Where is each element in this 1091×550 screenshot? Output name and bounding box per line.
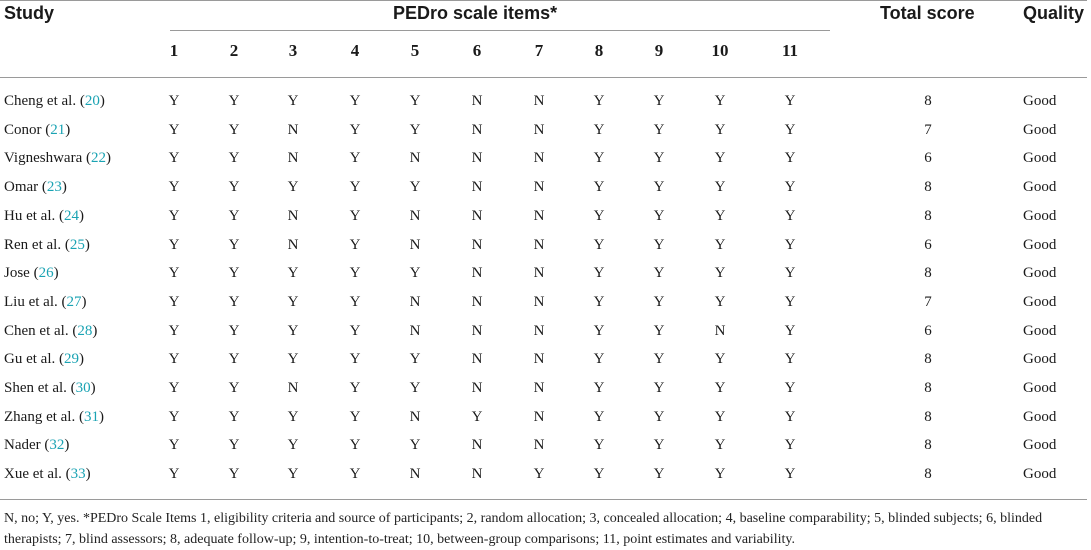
item-6-cell: N bbox=[471, 121, 483, 138]
item-7-cell: N bbox=[533, 380, 545, 396]
study-name: Hu et al. ( bbox=[4, 207, 64, 224]
item-10-cell: N bbox=[714, 322, 726, 339]
reference-link[interactable]: 28 bbox=[77, 322, 93, 339]
study-name: Vigneshwara ( bbox=[4, 150, 91, 167]
item-8-cell: Y bbox=[593, 322, 605, 339]
item-3-cell: Y bbox=[287, 322, 299, 339]
item-8-cell: Y bbox=[593, 179, 605, 196]
item-6-cell: N bbox=[471, 437, 483, 454]
study-name: Cheng et al. ( bbox=[4, 93, 85, 109]
item-9-cell: Y bbox=[653, 150, 665, 167]
item-8-cell: Y bbox=[593, 93, 605, 109]
quality-cell: Good bbox=[1023, 207, 1057, 224]
item-11-cell: Y bbox=[784, 236, 796, 253]
study-name: Liu et al. ( bbox=[4, 293, 67, 310]
study-cell bbox=[4, 122, 70, 139]
quality-cell: Good bbox=[1023, 380, 1057, 396]
item-9-cell: Y bbox=[653, 408, 665, 425]
item-11-cell: Y bbox=[784, 293, 796, 310]
study-close-paren: ) bbox=[53, 265, 59, 282]
quality-cell: Good bbox=[1023, 265, 1057, 282]
table-row bbox=[0, 144, 1091, 173]
item-9-cell: Y bbox=[653, 322, 665, 339]
item-5-cell: Y bbox=[409, 265, 421, 282]
study-close-paren: ) bbox=[64, 437, 70, 454]
reference-link[interactable]: 20 bbox=[84, 93, 100, 109]
total-score-cell: 6 bbox=[924, 236, 932, 253]
reference-link[interactable]: 26 bbox=[38, 265, 54, 282]
study-cell bbox=[4, 294, 86, 311]
item-3-cell: N bbox=[287, 150, 299, 167]
item-1-cell: Y bbox=[168, 179, 180, 196]
item-2-cell: Y bbox=[228, 179, 240, 196]
item-3-cell: Y bbox=[287, 93, 299, 109]
item-11-cell: Y bbox=[784, 121, 796, 138]
item-6-cell: N bbox=[471, 179, 483, 196]
item-8-cell: Y bbox=[593, 121, 605, 138]
reference-link[interactable]: 25 bbox=[69, 236, 85, 253]
item-10-cell: Y bbox=[714, 380, 726, 396]
item-2-cell: Y bbox=[228, 93, 240, 109]
item-7-cell: N bbox=[533, 207, 545, 224]
item-2-cell: Y bbox=[228, 380, 240, 396]
item-6-cell: N bbox=[471, 351, 483, 368]
item-4-cell: Y bbox=[349, 408, 361, 425]
item-5-cell: N bbox=[409, 466, 421, 483]
item-4-cell: Y bbox=[349, 351, 361, 368]
item-header-4: 4 bbox=[350, 41, 360, 60]
quality-cell: Good bbox=[1023, 150, 1057, 167]
item-4-cell: Y bbox=[349, 293, 361, 310]
item-3-cell: Y bbox=[287, 265, 299, 282]
quality-cell: Good bbox=[1023, 322, 1057, 339]
item-4-cell: Y bbox=[349, 265, 361, 282]
item-2-cell: Y bbox=[228, 322, 240, 339]
study-cell bbox=[4, 466, 91, 483]
item-7-cell: N bbox=[533, 293, 545, 310]
study-close-paren: ) bbox=[92, 322, 98, 339]
item-2-cell: Y bbox=[228, 207, 240, 224]
study-name: Jose ( bbox=[4, 265, 39, 282]
table-row bbox=[0, 173, 1091, 202]
item-4-cell: Y bbox=[349, 380, 361, 396]
item-11-cell: Y bbox=[784, 408, 796, 425]
total-score-cell: 7 bbox=[924, 121, 932, 138]
quality-cell: Good bbox=[1023, 293, 1057, 310]
total-score-cell: 8 bbox=[924, 466, 932, 483]
table-row bbox=[0, 431, 1091, 460]
item-9-cell: Y bbox=[653, 437, 665, 454]
item-11-cell: Y bbox=[784, 380, 796, 396]
item-9-cell: Y bbox=[653, 265, 665, 282]
reference-link[interactable]: 23 bbox=[46, 179, 62, 196]
table-footnote: N, no; Y, yes. *PEDro Scale Items 1, eligibility criteria and source of participants; 2, random allocation; 3, concealed allocation; 4, baseline comparability; 5, blinded subjects; 6, blinded therapists; 7, blind assessors; 8, adequate follow-up; 9, intention-to-treat; 10, between-group comparisons; 11, point estimates and variability. bbox=[4, 511, 1043, 547]
study-cell bbox=[4, 351, 84, 368]
study-cell bbox=[4, 409, 104, 426]
item-10-cell: Y bbox=[714, 93, 726, 109]
item-8-cell: Y bbox=[593, 380, 605, 396]
study-close-paren: ) bbox=[61, 179, 67, 196]
table-row bbox=[0, 259, 1091, 288]
item-4-cell: Y bbox=[349, 179, 361, 196]
item-4-cell: Y bbox=[349, 466, 361, 483]
reference-link[interactable]: 30 bbox=[75, 380, 91, 396]
study-close-paren: ) bbox=[98, 408, 104, 425]
item-10-cell: Y bbox=[714, 207, 726, 224]
item-1-cell: Y bbox=[168, 380, 180, 396]
study-cell bbox=[4, 437, 69, 454]
item-10-cell: Y bbox=[714, 179, 726, 196]
study-name: Omar ( bbox=[4, 179, 47, 196]
total-score-cell: 8 bbox=[924, 93, 932, 109]
header-quality: Quality bbox=[1023, 3, 1085, 23]
item-5-cell: Y bbox=[409, 380, 421, 396]
total-score-cell: 8 bbox=[924, 437, 932, 454]
item-9-cell: Y bbox=[653, 466, 665, 483]
study-cell bbox=[4, 93, 105, 110]
item-8-cell: Y bbox=[593, 408, 605, 425]
item-5-cell: N bbox=[409, 322, 421, 339]
item-5-cell: N bbox=[409, 236, 421, 253]
item-header-1: 1 bbox=[169, 41, 179, 60]
item-3-cell: Y bbox=[287, 179, 299, 196]
item-6-cell: N bbox=[471, 380, 483, 396]
item-9-cell: Y bbox=[653, 121, 665, 138]
item-6-cell: N bbox=[471, 293, 483, 310]
total-score-cell: 8 bbox=[924, 265, 932, 282]
total-score-cell: 8 bbox=[924, 179, 932, 196]
study-close-paren: ) bbox=[65, 121, 71, 138]
study-cell bbox=[4, 208, 84, 225]
item-3-cell: Y bbox=[287, 437, 299, 454]
study-close-paren: ) bbox=[81, 293, 87, 310]
item-1-cell: Y bbox=[168, 236, 180, 253]
quality-cell: Good bbox=[1023, 437, 1057, 454]
item-6-cell: N bbox=[471, 207, 483, 224]
item-4-cell: Y bbox=[349, 150, 361, 167]
item-7-cell: N bbox=[533, 265, 545, 282]
item-2-cell: Y bbox=[228, 437, 240, 454]
study-close-paren: ) bbox=[78, 351, 84, 368]
item-3-cell: N bbox=[287, 207, 299, 224]
item-8-cell: Y bbox=[593, 207, 605, 224]
study-name: Ren et al. ( bbox=[4, 236, 70, 253]
item-header-2: 2 bbox=[229, 41, 239, 60]
pedro-subheader-rule bbox=[170, 30, 830, 31]
item-3-cell: N bbox=[287, 380, 299, 396]
item-4-cell: Y bbox=[349, 236, 361, 253]
table-row bbox=[0, 288, 1091, 317]
item-1-cell: Y bbox=[168, 121, 180, 138]
item-5-cell: Y bbox=[409, 93, 421, 109]
item-header-8: 8 bbox=[594, 41, 604, 60]
item-6-cell: Y bbox=[471, 408, 483, 425]
table-row bbox=[0, 317, 1091, 346]
table-row bbox=[0, 374, 1091, 403]
reference-link[interactable]: 31 bbox=[83, 408, 99, 425]
study-cell bbox=[4, 150, 111, 167]
item-2-cell: Y bbox=[228, 293, 240, 310]
item-5-cell: N bbox=[409, 293, 421, 310]
study-close-paren: ) bbox=[90, 380, 96, 396]
item-header-7: 7 bbox=[534, 41, 544, 60]
item-3-cell: Y bbox=[287, 351, 299, 368]
quality-cell: Good bbox=[1023, 121, 1057, 138]
quality-cell: Good bbox=[1023, 466, 1057, 483]
table-row bbox=[0, 403, 1091, 432]
reference-link[interactable]: 29 bbox=[63, 351, 79, 368]
item-7-cell: N bbox=[533, 351, 545, 368]
item-8-cell: Y bbox=[593, 466, 605, 483]
item-10-cell: Y bbox=[714, 351, 726, 368]
item-10-cell: Y bbox=[714, 408, 726, 425]
item-5-cell: Y bbox=[409, 179, 421, 196]
item-7-cell: N bbox=[533, 121, 545, 138]
total-score-cell: 6 bbox=[924, 150, 932, 167]
study-cell bbox=[4, 265, 59, 282]
item-6-cell: N bbox=[471, 322, 483, 339]
item-8-cell: Y bbox=[593, 293, 605, 310]
item-9-cell: Y bbox=[653, 351, 665, 368]
item-3-cell: N bbox=[287, 236, 299, 253]
item-2-cell: Y bbox=[228, 408, 240, 425]
item-7-cell: N bbox=[533, 236, 545, 253]
item-1-cell: Y bbox=[168, 207, 180, 224]
reference-link[interactable]: 22 bbox=[90, 150, 106, 167]
study-cell bbox=[4, 179, 67, 196]
reference-link[interactable]: 32 bbox=[49, 437, 65, 454]
table-row bbox=[0, 460, 1091, 489]
item-1-cell: Y bbox=[168, 150, 180, 167]
item-8-cell: Y bbox=[593, 150, 605, 167]
total-score-cell: 8 bbox=[924, 207, 932, 224]
total-score-cell: 6 bbox=[924, 322, 932, 339]
item-8-cell: Y bbox=[593, 236, 605, 253]
item-5-cell: N bbox=[409, 408, 421, 425]
item-2-cell: Y bbox=[228, 121, 240, 138]
item-4-cell: Y bbox=[349, 437, 361, 454]
table-row bbox=[0, 202, 1091, 231]
item-10-cell: Y bbox=[714, 265, 726, 282]
item-6-cell: N bbox=[471, 93, 483, 109]
item-3-cell: Y bbox=[287, 466, 299, 483]
table-row bbox=[0, 87, 1091, 116]
item-9-cell: Y bbox=[653, 93, 665, 109]
item-1-cell: Y bbox=[168, 351, 180, 368]
reference-link[interactable]: 27 bbox=[66, 293, 82, 310]
total-score-cell: 7 bbox=[924, 293, 932, 310]
item-1-cell: Y bbox=[168, 293, 180, 310]
item-8-cell: Y bbox=[593, 265, 605, 282]
study-name: Shen et al. ( bbox=[4, 380, 76, 396]
study-close-paren: ) bbox=[105, 150, 111, 167]
header-total-score: Total score bbox=[880, 3, 975, 23]
item-9-cell: Y bbox=[653, 293, 665, 310]
item-9-cell: Y bbox=[653, 207, 665, 224]
item-6-cell: N bbox=[471, 265, 483, 282]
table-top-rule bbox=[0, 0, 1087, 1]
item-10-cell: Y bbox=[714, 293, 726, 310]
item-5-cell: Y bbox=[409, 351, 421, 368]
item-1-cell: Y bbox=[168, 265, 180, 282]
item-11-cell: Y bbox=[784, 437, 796, 454]
item-11-cell: Y bbox=[784, 466, 796, 483]
item-8-cell: Y bbox=[593, 437, 605, 454]
study-name: Conor ( bbox=[4, 121, 51, 138]
item-1-cell: Y bbox=[168, 93, 180, 109]
item-5-cell: Y bbox=[409, 121, 421, 138]
item-4-cell: Y bbox=[349, 93, 361, 109]
table-bottom-rule bbox=[0, 499, 1087, 500]
item-7-cell: N bbox=[533, 179, 545, 196]
item-2-cell: Y bbox=[228, 150, 240, 167]
study-cell bbox=[4, 237, 90, 254]
item-3-cell: N bbox=[287, 121, 299, 138]
quality-cell: Good bbox=[1023, 179, 1057, 196]
item-11-cell: Y bbox=[784, 351, 796, 368]
item-1-cell: Y bbox=[168, 437, 180, 454]
total-score-cell: 8 bbox=[924, 408, 932, 425]
item-header-6: 6 bbox=[472, 41, 482, 60]
header-bottom-rule bbox=[0, 77, 1087, 78]
table-row bbox=[0, 231, 1091, 260]
item-11-cell: Y bbox=[784, 322, 796, 339]
item-10-cell: Y bbox=[714, 236, 726, 253]
item-6-cell: N bbox=[471, 236, 483, 253]
table-row bbox=[0, 116, 1091, 145]
item-9-cell: Y bbox=[653, 179, 665, 196]
total-score-cell: 8 bbox=[924, 351, 932, 368]
study-close-paren: ) bbox=[84, 236, 90, 253]
table-row bbox=[0, 345, 1091, 374]
reference-link[interactable]: 24 bbox=[63, 207, 79, 224]
study-name: Xue et al. ( bbox=[4, 466, 71, 483]
item-4-cell: Y bbox=[349, 121, 361, 138]
item-1-cell: Y bbox=[168, 466, 180, 483]
item-2-cell: Y bbox=[228, 265, 240, 282]
item-8-cell: Y bbox=[593, 351, 605, 368]
quality-cell: Good bbox=[1023, 351, 1057, 368]
item-11-cell: Y bbox=[784, 179, 796, 196]
item-10-cell: Y bbox=[714, 466, 726, 483]
item-10-cell: Y bbox=[714, 437, 726, 454]
item-6-cell: N bbox=[471, 150, 483, 167]
study-close-paren: ) bbox=[78, 207, 84, 224]
total-score-cell: 8 bbox=[924, 380, 932, 396]
item-9-cell: Y bbox=[653, 380, 665, 396]
study-close-paren: ) bbox=[99, 93, 105, 109]
item-5-cell: N bbox=[409, 150, 421, 167]
study-name: Gu et al. ( bbox=[4, 351, 64, 368]
reference-link[interactable]: 33 bbox=[70, 466, 86, 483]
quality-cell: Good bbox=[1023, 236, 1057, 253]
quality-cell: Good bbox=[1023, 408, 1057, 425]
item-5-cell: N bbox=[409, 207, 421, 224]
item-7-cell: N bbox=[533, 322, 545, 339]
header-study: Study bbox=[4, 3, 55, 23]
item-1-cell: Y bbox=[168, 408, 180, 425]
item-2-cell: Y bbox=[228, 351, 240, 368]
item-2-cell: Y bbox=[228, 466, 240, 483]
item-10-cell: Y bbox=[714, 121, 726, 138]
study-name: Zhang et al. ( bbox=[4, 408, 84, 425]
item-11-cell: Y bbox=[784, 207, 796, 224]
item-header-11: 11 bbox=[781, 41, 799, 60]
item-6-cell: N bbox=[471, 466, 483, 483]
study-name: Nader ( bbox=[4, 437, 50, 454]
item-header-5: 5 bbox=[410, 41, 420, 60]
item-7-cell: Y bbox=[533, 466, 545, 483]
study-close-paren: ) bbox=[85, 466, 91, 483]
item-4-cell: Y bbox=[349, 322, 361, 339]
study-cell bbox=[4, 380, 96, 397]
item-7-cell: N bbox=[533, 150, 545, 167]
item-7-cell: N bbox=[533, 437, 545, 454]
item-7-cell: N bbox=[533, 93, 545, 109]
item-3-cell: Y bbox=[287, 293, 299, 310]
item-2-cell: Y bbox=[228, 236, 240, 253]
item-11-cell: Y bbox=[784, 93, 796, 109]
study-name: Chen et al. ( bbox=[4, 322, 78, 339]
item-4-cell: Y bbox=[349, 207, 361, 224]
item-header-10: 10 bbox=[711, 41, 729, 60]
header-pedro-scale-items: PEDro scale items* bbox=[393, 3, 558, 23]
item-11-cell: Y bbox=[784, 150, 796, 167]
item-header-9: 9 bbox=[654, 41, 664, 60]
reference-link[interactable]: 21 bbox=[50, 121, 66, 138]
item-1-cell: Y bbox=[168, 322, 180, 339]
item-header-3: 3 bbox=[288, 41, 298, 60]
item-10-cell: Y bbox=[714, 150, 726, 167]
item-3-cell: Y bbox=[287, 408, 299, 425]
quality-cell: Good bbox=[1023, 93, 1057, 109]
item-11-cell: Y bbox=[784, 265, 796, 282]
item-5-cell: Y bbox=[409, 437, 421, 454]
study-cell bbox=[4, 323, 97, 340]
item-7-cell: N bbox=[533, 408, 545, 425]
item-9-cell: Y bbox=[653, 236, 665, 253]
